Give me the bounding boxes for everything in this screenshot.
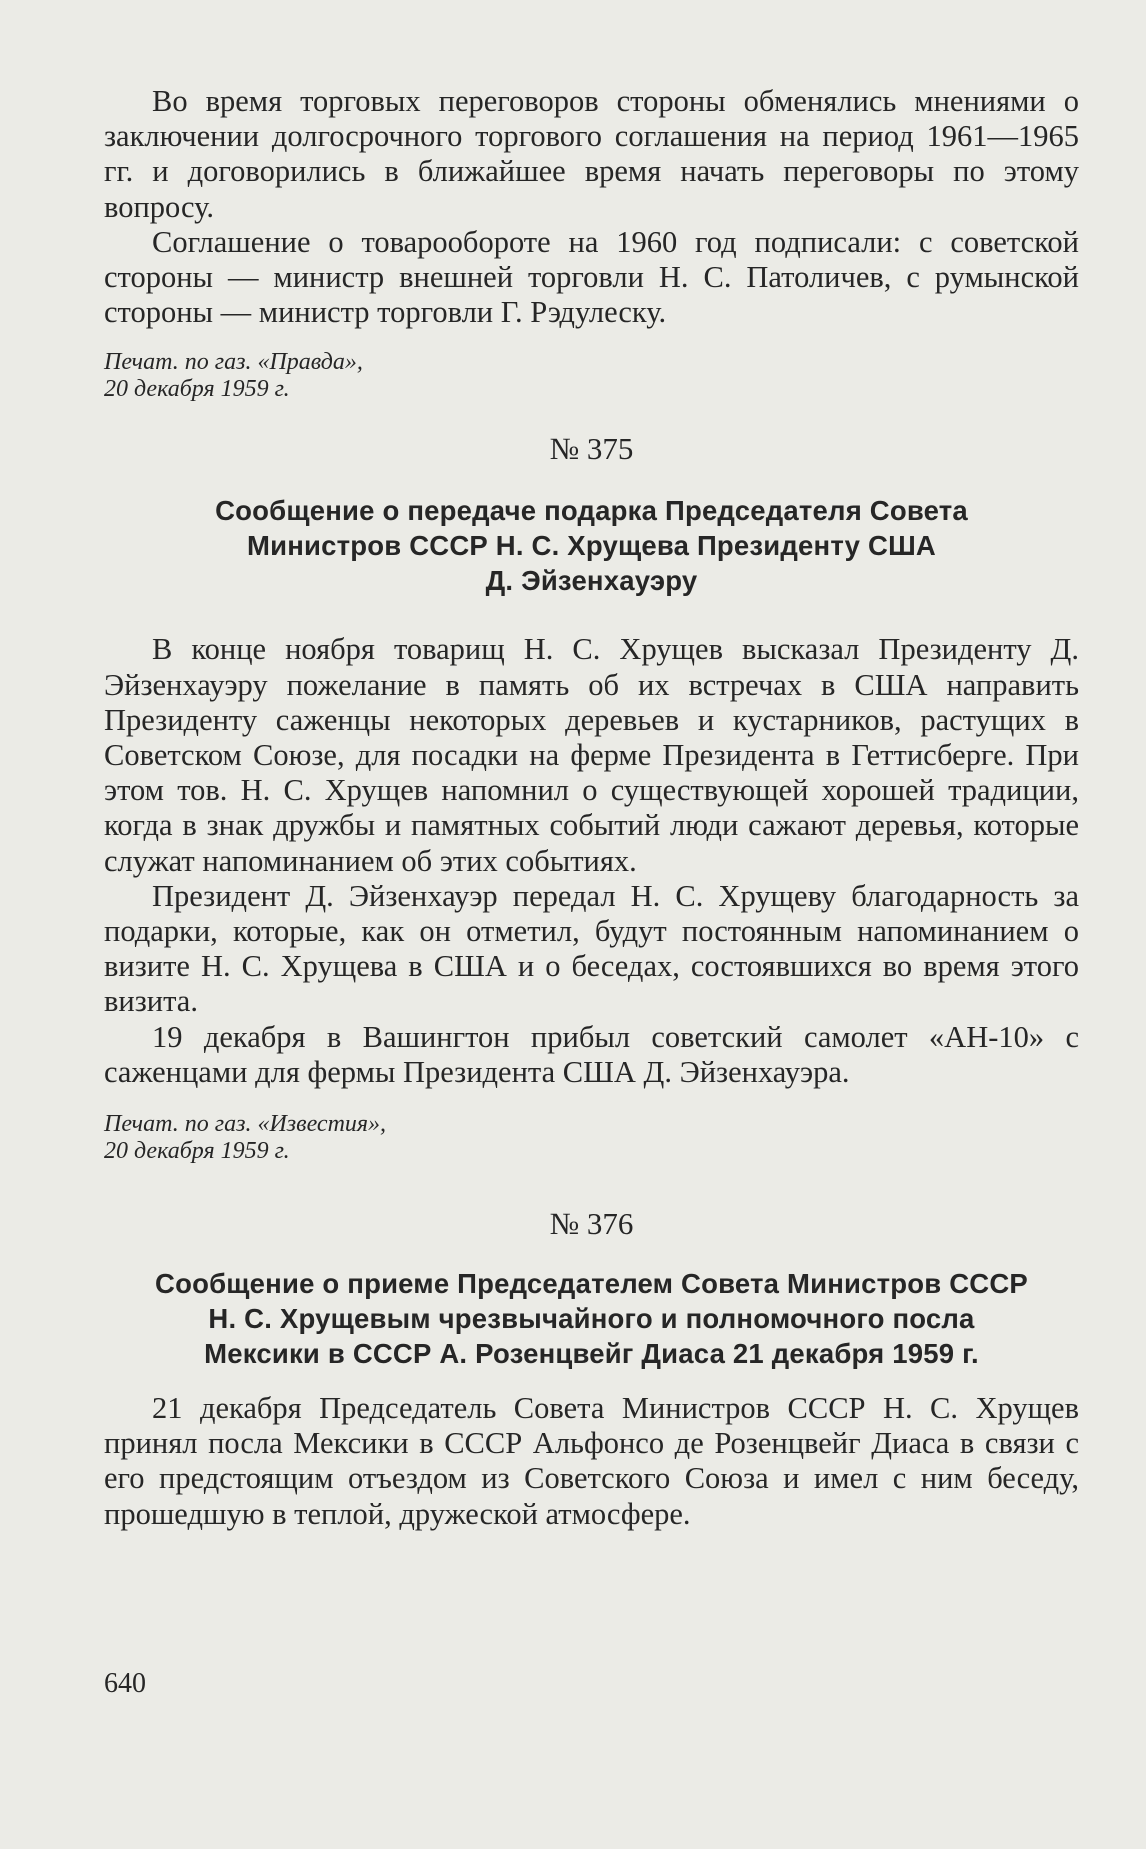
document-body [104, 1391, 1079, 1532]
document-title-line: Мексики в СССР А. Розенцвейг Диаса 21 декабря 1959 г. [204, 1338, 979, 1370]
source-note-line: Печат. по газ. «Правда», [104, 349, 363, 376]
body-paragraph: Соглашение о товарообороте на 1960 год подписали: с советской стороны — министр внешней торговли Н. С. Патоличев, с румынской стороны — министр торговли Г. Рэдулеску. [104, 224, 1079, 330]
body-paragraph: В конце ноября товарищ Н. С. Хрущев высказал Президенту Д. Эйзенхауэру пожелание в память об их встречах в США направить Президенту саженцы некоторых деревьев и кустарников, растущих в Советском Союзе, для посадки на ферме Президента в Геттисберге. При этом тов. Н. С. Хрущев напомнил о существующей хорошей традиции, когда в знак дружбы и памятных событий люди сажают деревья, которые служат напоминанием об этих событиях. [104, 632, 1079, 878]
source-note [104, 349, 1079, 403]
body-paragraph: 19 декабря в Вашингтон прибыл советский самолет «АН-10» с саженцами для фермы Президента США Д. Эйзенхауэра. [104, 1019, 1079, 1089]
document-title-line: Сообщение о приеме Председателем Совета Министров СССР [155, 1268, 1028, 1300]
document-title-line: Д. Эйзенхауэру [485, 565, 698, 597]
document-title [104, 1266, 1079, 1371]
document-title-line: Министров СССР Н. С. Хрущева Президенту США [247, 530, 936, 562]
body-paragraph: Президент Д. Эйзенхауэр передал Н. С. Хрущеву благодарность за подарки, которые, как он отметил, будут постоянным напоминанием о визите Н. С. Хрущева в США и о беседах, состоявшихся во время этого визита. [104, 878, 1079, 1019]
source-note-line: Печат. по газ. «Известия», [104, 1111, 387, 1138]
source-note-date: 20 декабря 1959 г. [104, 376, 290, 403]
document-title-line: Сообщение о передаче подарка Председателя Совета [215, 495, 968, 527]
document-number: № 375 [549, 431, 634, 467]
page-number: 640 [104, 1668, 146, 1699]
document-number: № 376 [549, 1206, 634, 1242]
source-note [104, 1111, 1079, 1165]
document-title [104, 493, 1079, 598]
document-title-line: Н. С. Хрущевым чрезвычайного и полномочного посла [208, 1303, 975, 1335]
book-page [104, 84, 1079, 1532]
source-note-date: 20 декабря 1959 г. [104, 1138, 290, 1165]
document-body [104, 632, 1079, 1090]
body-paragraph: 21 декабря Председатель Совета Министров СССР Н. С. Хрущев принял посла Мексики в СССР Альфонсо де Розенцвейг Диаса в связи с его предстоящим отъездом из Советского Союза и имел с ним беседу, прошедшую в теплой, дружеской атмосфере. [104, 1391, 1079, 1531]
body-paragraph: Во время торговых переговоров стороны обменялись мнениями о заключении долгосрочного торгового соглашения на период 1961—1965 гг. и договорились в ближайшее время начать переговоры по этому вопросу. [104, 84, 1079, 224]
